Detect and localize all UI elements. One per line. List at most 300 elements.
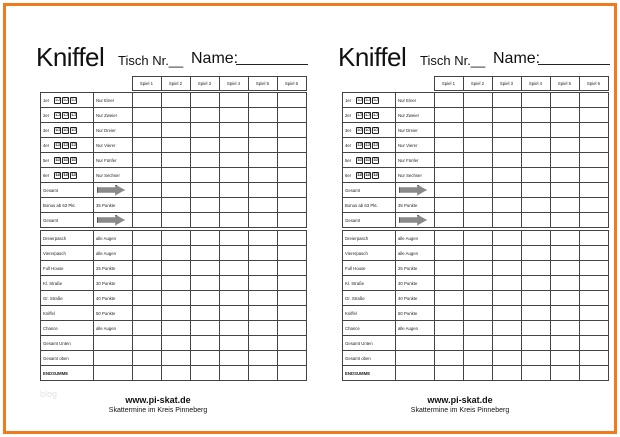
score-cell[interactable] bbox=[162, 183, 191, 198]
score-cell[interactable] bbox=[133, 198, 162, 213]
score-cell[interactable] bbox=[435, 306, 464, 321]
score-cell[interactable] bbox=[435, 231, 464, 246]
row-description: Nur Dreier bbox=[396, 123, 435, 138]
score-cell[interactable] bbox=[133, 276, 162, 291]
table-row bbox=[343, 123, 609, 138]
score-cell[interactable] bbox=[162, 153, 191, 168]
score-cell[interactable] bbox=[493, 306, 522, 321]
dice-icon-group bbox=[54, 142, 77, 149]
score-cell[interactable] bbox=[278, 366, 307, 381]
row-description: Nur Sechser bbox=[396, 168, 435, 183]
table-row bbox=[343, 168, 609, 183]
score-cell[interactable] bbox=[220, 306, 249, 321]
name-label: Name: bbox=[493, 50, 541, 67]
row-label: Bonus ab 63 Pkt. bbox=[41, 198, 94, 213]
upper-section bbox=[40, 92, 307, 228]
score-cell[interactable] bbox=[493, 291, 522, 306]
game-column-header: Spiel 1 bbox=[434, 77, 463, 91]
score-cell[interactable] bbox=[580, 336, 609, 351]
score-cell[interactable] bbox=[435, 276, 464, 291]
table-row bbox=[343, 261, 609, 276]
dice-icon-group bbox=[356, 112, 379, 119]
score-cell[interactable] bbox=[191, 123, 220, 138]
score-cell[interactable] bbox=[249, 93, 278, 108]
score-cell[interactable] bbox=[162, 168, 191, 183]
score-cell[interactable] bbox=[220, 138, 249, 153]
score-cell[interactable] bbox=[522, 168, 551, 183]
die-icon: ⚁ bbox=[357, 111, 362, 118]
score-cell[interactable] bbox=[493, 261, 522, 276]
score-cell[interactable] bbox=[278, 276, 307, 291]
score-cell[interactable] bbox=[133, 321, 162, 336]
score-cell[interactable] bbox=[435, 213, 464, 228]
die-icon: ⚀ bbox=[71, 96, 76, 103]
score-cell[interactable] bbox=[580, 366, 609, 381]
row-description: 50 Punkte bbox=[396, 306, 435, 321]
score-cell[interactable] bbox=[522, 138, 551, 153]
score-cell[interactable] bbox=[464, 351, 493, 366]
score-cell[interactable] bbox=[278, 183, 307, 198]
score-cell[interactable] bbox=[278, 123, 307, 138]
score-cell[interactable] bbox=[435, 198, 464, 213]
score-cell[interactable] bbox=[220, 123, 249, 138]
row-label: Chance bbox=[343, 321, 396, 336]
score-cell[interactable] bbox=[493, 138, 522, 153]
score-cell[interactable] bbox=[220, 213, 249, 228]
table-number-label: Tisch Nr.__ bbox=[420, 53, 486, 68]
score-cell[interactable] bbox=[162, 93, 191, 108]
score-cell[interactable] bbox=[464, 183, 493, 198]
row-label: Kl. Straße bbox=[343, 276, 396, 291]
score-cell[interactable] bbox=[493, 246, 522, 261]
score-cell[interactable] bbox=[191, 246, 220, 261]
score-cell[interactable] bbox=[551, 108, 580, 123]
score-cell[interactable] bbox=[435, 168, 464, 183]
score-cell[interactable] bbox=[220, 231, 249, 246]
score-cell[interactable] bbox=[580, 168, 609, 183]
row-description bbox=[94, 183, 133, 198]
score-cell[interactable] bbox=[249, 231, 278, 246]
score-cell[interactable] bbox=[464, 138, 493, 153]
score-cell[interactable] bbox=[191, 351, 220, 366]
score-cell[interactable] bbox=[133, 336, 162, 351]
score-cell[interactable] bbox=[493, 366, 522, 381]
score-cell[interactable] bbox=[493, 123, 522, 138]
score-cell[interactable] bbox=[464, 93, 493, 108]
dice-icon-group bbox=[54, 172, 77, 179]
score-cell[interactable] bbox=[551, 306, 580, 321]
score-cell[interactable] bbox=[191, 336, 220, 351]
score-cell[interactable] bbox=[435, 138, 464, 153]
score-cell[interactable] bbox=[191, 138, 220, 153]
row-description: alle Augen bbox=[94, 231, 133, 246]
score-cell[interactable] bbox=[493, 183, 522, 198]
score-cell[interactable] bbox=[551, 231, 580, 246]
score-cell[interactable] bbox=[249, 153, 278, 168]
score-cell[interactable] bbox=[580, 138, 609, 153]
score-cell[interactable] bbox=[435, 93, 464, 108]
score-cell[interactable] bbox=[162, 321, 191, 336]
score-cell[interactable] bbox=[249, 198, 278, 213]
score-cell[interactable] bbox=[162, 231, 191, 246]
score-cell[interactable] bbox=[522, 198, 551, 213]
score-cell[interactable] bbox=[464, 306, 493, 321]
score-cell[interactable] bbox=[220, 246, 249, 261]
score-cell[interactable] bbox=[249, 351, 278, 366]
score-cell[interactable] bbox=[551, 261, 580, 276]
die-icon: ⚀ bbox=[357, 96, 362, 103]
score-cell[interactable] bbox=[580, 93, 609, 108]
score-sheet-left bbox=[6, 6, 310, 431]
score-cell[interactable] bbox=[464, 213, 493, 228]
score-cell[interactable] bbox=[464, 246, 493, 261]
score-cell[interactable] bbox=[133, 366, 162, 381]
score-cell[interactable] bbox=[551, 153, 580, 168]
score-cell[interactable] bbox=[191, 93, 220, 108]
score-cell[interactable] bbox=[133, 261, 162, 276]
score-cell[interactable] bbox=[551, 336, 580, 351]
row-description bbox=[396, 336, 435, 351]
score-cell[interactable] bbox=[493, 336, 522, 351]
row-label: Gesamt Unten bbox=[343, 336, 396, 351]
die-icon: ⚁ bbox=[63, 111, 68, 118]
score-cell[interactable] bbox=[278, 306, 307, 321]
score-cell[interactable] bbox=[133, 108, 162, 123]
score-cell[interactable] bbox=[133, 231, 162, 246]
die-icon: ⚃ bbox=[55, 141, 60, 148]
score-cell[interactable] bbox=[162, 123, 191, 138]
score-cell[interactable] bbox=[278, 93, 307, 108]
score-cell[interactable] bbox=[580, 306, 609, 321]
score-cell[interactable] bbox=[220, 93, 249, 108]
score-cell[interactable] bbox=[435, 291, 464, 306]
row-description: alle Augen bbox=[396, 246, 435, 261]
score-cell[interactable] bbox=[191, 213, 220, 228]
name-field[interactable] bbox=[538, 64, 610, 65]
dice-icon-group bbox=[54, 97, 77, 104]
score-cell[interactable] bbox=[493, 321, 522, 336]
score-cell[interactable] bbox=[220, 168, 249, 183]
score-cell[interactable] bbox=[249, 246, 278, 261]
score-cell[interactable] bbox=[464, 123, 493, 138]
table-row bbox=[343, 306, 609, 321]
score-cell[interactable] bbox=[249, 336, 278, 351]
score-cell[interactable] bbox=[435, 183, 464, 198]
score-cell[interactable] bbox=[162, 198, 191, 213]
score-cell[interactable] bbox=[522, 246, 551, 261]
score-cell[interactable] bbox=[493, 231, 522, 246]
score-cell[interactable] bbox=[580, 213, 609, 228]
score-cell[interactable] bbox=[493, 276, 522, 291]
score-cell[interactable] bbox=[522, 366, 551, 381]
score-cell[interactable] bbox=[191, 153, 220, 168]
score-cell[interactable] bbox=[191, 198, 220, 213]
score-cell[interactable] bbox=[464, 291, 493, 306]
score-cell[interactable] bbox=[464, 153, 493, 168]
score-cell[interactable] bbox=[162, 351, 191, 366]
score-cell[interactable] bbox=[191, 291, 220, 306]
score-cell[interactable] bbox=[278, 153, 307, 168]
table-row bbox=[343, 138, 609, 153]
score-cell[interactable] bbox=[133, 93, 162, 108]
score-cell[interactable] bbox=[580, 246, 609, 261]
score-cell[interactable] bbox=[249, 168, 278, 183]
score-cell[interactable] bbox=[522, 213, 551, 228]
score-cell[interactable] bbox=[580, 351, 609, 366]
score-cell[interactable] bbox=[580, 261, 609, 276]
score-cell[interactable] bbox=[522, 291, 551, 306]
score-cell[interactable] bbox=[249, 108, 278, 123]
score-cell[interactable] bbox=[220, 183, 249, 198]
score-cell[interactable] bbox=[191, 306, 220, 321]
score-cell[interactable] bbox=[522, 336, 551, 351]
score-cell[interactable] bbox=[435, 351, 464, 366]
score-cell[interactable] bbox=[551, 213, 580, 228]
score-cell[interactable] bbox=[162, 138, 191, 153]
row-label: 1er ⚀ ⚀ ⚀ bbox=[41, 93, 94, 108]
name-field[interactable] bbox=[236, 64, 308, 65]
score-cell[interactable] bbox=[133, 291, 162, 306]
table-row bbox=[41, 246, 307, 261]
score-cell[interactable] bbox=[162, 108, 191, 123]
score-cell[interactable] bbox=[522, 276, 551, 291]
score-cell[interactable] bbox=[133, 138, 162, 153]
row-description: 40 Punkte bbox=[94, 291, 133, 306]
score-cell[interactable] bbox=[133, 123, 162, 138]
website-link[interactable]: www.pi-skat.de bbox=[125, 395, 191, 405]
score-cell[interactable] bbox=[493, 93, 522, 108]
table-row bbox=[343, 336, 609, 351]
score-cell[interactable] bbox=[220, 276, 249, 291]
score-cell[interactable] bbox=[220, 321, 249, 336]
dice-icon-group bbox=[356, 97, 379, 104]
table-number-label: Tisch Nr.__ bbox=[118, 53, 184, 68]
score-cell[interactable] bbox=[162, 276, 191, 291]
score-cell[interactable] bbox=[249, 276, 278, 291]
score-cell[interactable] bbox=[464, 231, 493, 246]
score-cell[interactable] bbox=[493, 108, 522, 123]
table-row bbox=[343, 93, 609, 108]
score-cell[interactable] bbox=[278, 261, 307, 276]
score-cell[interactable] bbox=[464, 108, 493, 123]
die-icon: ⚂ bbox=[365, 126, 370, 133]
score-cell[interactable] bbox=[551, 123, 580, 138]
score-cell[interactable] bbox=[435, 246, 464, 261]
score-cell[interactable] bbox=[191, 183, 220, 198]
score-cell[interactable] bbox=[522, 93, 551, 108]
score-cell[interactable] bbox=[464, 276, 493, 291]
score-cell[interactable] bbox=[522, 123, 551, 138]
score-cell[interactable] bbox=[191, 366, 220, 381]
score-cell[interactable] bbox=[435, 366, 464, 381]
score-cell[interactable] bbox=[493, 168, 522, 183]
score-cell[interactable] bbox=[278, 351, 307, 366]
score-cell[interactable] bbox=[551, 321, 580, 336]
score-cell[interactable] bbox=[551, 291, 580, 306]
score-cell[interactable] bbox=[162, 291, 191, 306]
score-cell[interactable] bbox=[162, 366, 191, 381]
row-description: Nur Zweier bbox=[94, 108, 133, 123]
row-description: 30 Punkte bbox=[396, 276, 435, 291]
score-cell[interactable] bbox=[580, 276, 609, 291]
score-cell[interactable] bbox=[278, 108, 307, 123]
row-label: ENDSUMME bbox=[343, 366, 396, 381]
game-column-header: Spiel 5 bbox=[248, 77, 277, 91]
sheet-title: Kniffel bbox=[36, 42, 105, 72]
score-cell[interactable] bbox=[162, 213, 191, 228]
score-cell[interactable] bbox=[220, 153, 249, 168]
score-cell[interactable] bbox=[435, 261, 464, 276]
score-cell[interactable] bbox=[551, 246, 580, 261]
score-cell[interactable] bbox=[464, 261, 493, 276]
score-cell[interactable] bbox=[278, 246, 307, 261]
score-cell[interactable] bbox=[580, 231, 609, 246]
die-icon: ⚀ bbox=[373, 96, 378, 103]
score-cell[interactable] bbox=[133, 168, 162, 183]
score-cell[interactable] bbox=[133, 246, 162, 261]
row-description: 35 Punkte bbox=[396, 198, 435, 213]
score-cell[interactable] bbox=[435, 108, 464, 123]
score-cell[interactable] bbox=[522, 351, 551, 366]
score-cell[interactable] bbox=[162, 246, 191, 261]
score-cell[interactable] bbox=[551, 366, 580, 381]
score-cell[interactable] bbox=[191, 321, 220, 336]
score-cell[interactable] bbox=[133, 306, 162, 321]
score-cell[interactable] bbox=[435, 123, 464, 138]
score-cell[interactable] bbox=[551, 183, 580, 198]
score-cell[interactable] bbox=[464, 366, 493, 381]
score-cell[interactable] bbox=[133, 213, 162, 228]
score-cell[interactable] bbox=[220, 351, 249, 366]
score-cell[interactable] bbox=[191, 108, 220, 123]
score-cell[interactable] bbox=[551, 168, 580, 183]
score-cell[interactable] bbox=[133, 183, 162, 198]
lower-section bbox=[342, 230, 609, 381]
score-cell[interactable] bbox=[191, 231, 220, 246]
score-cell[interactable] bbox=[522, 153, 551, 168]
score-cell[interactable] bbox=[551, 276, 580, 291]
score-cell[interactable] bbox=[464, 336, 493, 351]
score-cell[interactable] bbox=[580, 321, 609, 336]
score-cell[interactable] bbox=[249, 213, 278, 228]
die-icon: ⚀ bbox=[365, 96, 370, 103]
score-cell[interactable] bbox=[493, 198, 522, 213]
die-icon: ⚀ bbox=[55, 96, 60, 103]
die-icon: ⚅ bbox=[55, 171, 60, 178]
score-cell[interactable] bbox=[162, 261, 191, 276]
score-cell[interactable] bbox=[580, 123, 609, 138]
score-cell[interactable] bbox=[464, 168, 493, 183]
score-cell[interactable] bbox=[162, 336, 191, 351]
score-cell[interactable] bbox=[220, 291, 249, 306]
table-row bbox=[41, 123, 307, 138]
score-cell[interactable] bbox=[249, 366, 278, 381]
score-cell[interactable] bbox=[191, 168, 220, 183]
score-cell[interactable] bbox=[249, 291, 278, 306]
arrow-right-icon bbox=[399, 185, 427, 196]
score-cell[interactable] bbox=[580, 291, 609, 306]
score-cell[interactable] bbox=[162, 306, 191, 321]
score-cell[interactable] bbox=[278, 213, 307, 228]
score-cell[interactable] bbox=[249, 306, 278, 321]
score-cell[interactable] bbox=[551, 351, 580, 366]
score-cell[interactable] bbox=[522, 321, 551, 336]
score-cell[interactable] bbox=[220, 336, 249, 351]
score-cell[interactable] bbox=[249, 183, 278, 198]
die-icon: ⚄ bbox=[71, 156, 76, 163]
score-cell[interactable] bbox=[220, 366, 249, 381]
score-cell[interactable] bbox=[522, 306, 551, 321]
score-cell[interactable] bbox=[249, 261, 278, 276]
score-cell[interactable] bbox=[278, 291, 307, 306]
die-icon: ⚁ bbox=[71, 111, 76, 118]
score-cell[interactable] bbox=[133, 351, 162, 366]
score-cell[interactable] bbox=[522, 231, 551, 246]
arrow-right-icon bbox=[97, 215, 125, 226]
score-cell[interactable] bbox=[580, 183, 609, 198]
die-icon: ⚅ bbox=[365, 171, 370, 178]
score-cell[interactable] bbox=[493, 153, 522, 168]
score-cell[interactable] bbox=[580, 108, 609, 123]
die-icon: ⚃ bbox=[63, 141, 68, 148]
score-cell[interactable] bbox=[580, 153, 609, 168]
row-description: Nur Zweier bbox=[396, 108, 435, 123]
die-icon: ⚃ bbox=[357, 141, 362, 148]
row-label: 1er ⚀ ⚀ ⚀ bbox=[343, 93, 396, 108]
score-cell[interactable] bbox=[278, 231, 307, 246]
website-link[interactable]: www.pi-skat.de bbox=[427, 395, 493, 405]
score-cell[interactable] bbox=[551, 138, 580, 153]
score-cell[interactable] bbox=[191, 276, 220, 291]
score-cell[interactable] bbox=[191, 261, 220, 276]
table-row bbox=[41, 213, 307, 228]
row-description: Nur Fünfer bbox=[94, 153, 133, 168]
score-cell[interactable] bbox=[464, 198, 493, 213]
score-cell[interactable] bbox=[435, 321, 464, 336]
die-icon: ⚁ bbox=[55, 111, 60, 118]
score-cell[interactable] bbox=[435, 336, 464, 351]
score-cell[interactable] bbox=[435, 153, 464, 168]
score-cell[interactable] bbox=[278, 336, 307, 351]
score-cell[interactable] bbox=[220, 198, 249, 213]
score-cell[interactable] bbox=[278, 168, 307, 183]
score-cell[interactable] bbox=[220, 108, 249, 123]
score-cell[interactable] bbox=[249, 321, 278, 336]
die-icon: ⚅ bbox=[63, 171, 68, 178]
score-cell[interactable] bbox=[493, 213, 522, 228]
dice-icon-group bbox=[356, 157, 379, 164]
row-description: 25 Punkte bbox=[396, 261, 435, 276]
score-cell[interactable] bbox=[133, 153, 162, 168]
score-cell[interactable] bbox=[493, 351, 522, 366]
score-cell[interactable] bbox=[249, 123, 278, 138]
score-cell[interactable] bbox=[464, 321, 493, 336]
score-cell[interactable] bbox=[220, 261, 249, 276]
score-cell[interactable] bbox=[278, 138, 307, 153]
score-cell[interactable] bbox=[522, 183, 551, 198]
row-label: 5er ⚄ ⚄ ⚄ bbox=[343, 153, 396, 168]
score-cell[interactable] bbox=[278, 198, 307, 213]
score-cell[interactable] bbox=[522, 108, 551, 123]
score-cell[interactable] bbox=[278, 321, 307, 336]
column-header-row bbox=[40, 76, 307, 91]
score-cell[interactable] bbox=[551, 198, 580, 213]
score-cell[interactable] bbox=[580, 198, 609, 213]
score-cell[interactable] bbox=[522, 261, 551, 276]
score-cell[interactable] bbox=[249, 138, 278, 153]
score-cell[interactable] bbox=[551, 93, 580, 108]
row-label: Full House bbox=[41, 261, 94, 276]
